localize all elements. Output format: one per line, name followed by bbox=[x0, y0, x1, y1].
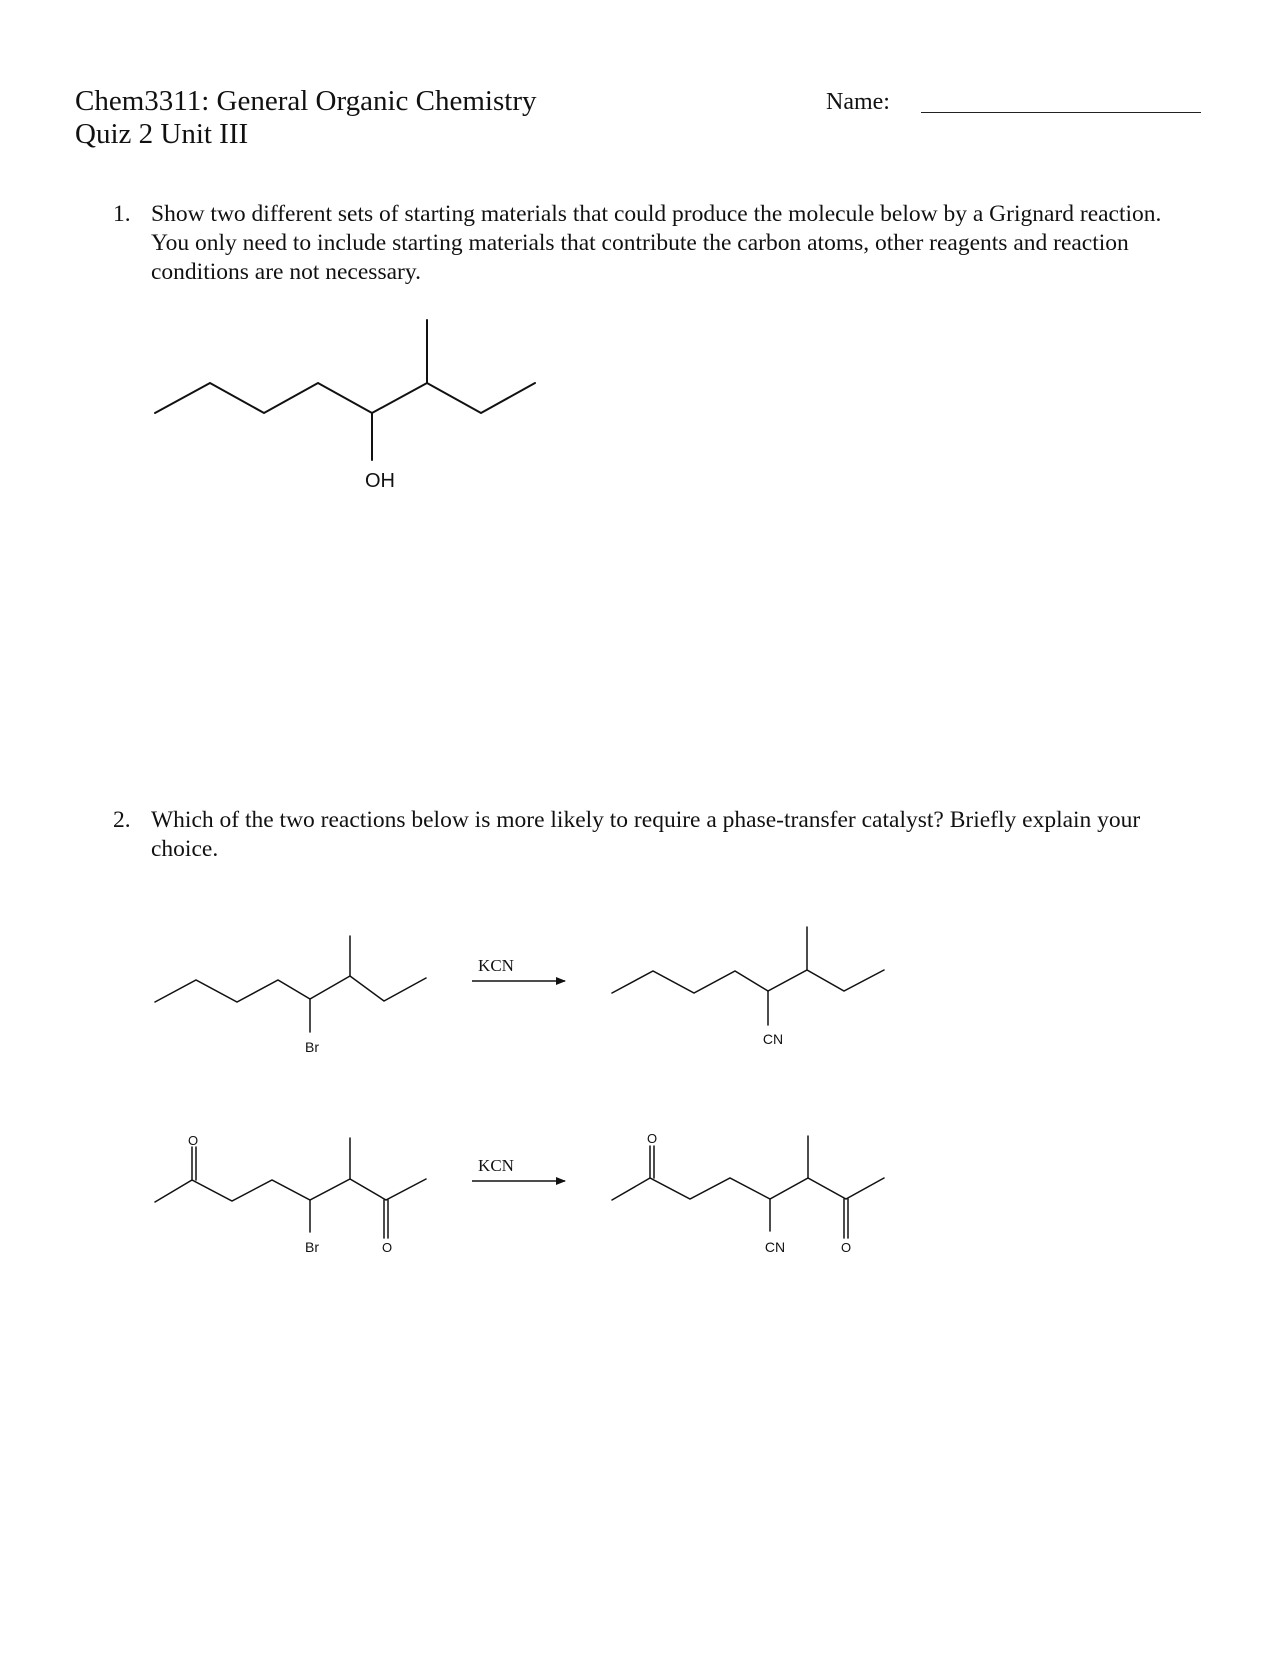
question-text: Show two different sets of starting materials that could produce the molecule below by a Grignard reaction. You only need to include starting materials that contribute the carbon atoms, other reagents and reaction conditions are not necessary. bbox=[151, 201, 1162, 285]
reaction-b-reagent: KCN bbox=[478, 1156, 514, 1175]
cyano-label: CN bbox=[762, 1031, 784, 1047]
question-text: Which of the two reactions below is more likely to require a phase-transfer catalyst? Briefly explain your choice. bbox=[151, 807, 1141, 862]
reaction-b-arrow bbox=[472, 1156, 565, 1181]
reaction-a-arrow bbox=[472, 956, 565, 981]
reaction-b-product bbox=[612, 1131, 884, 1255]
reaction-a-product bbox=[612, 927, 884, 1047]
bromo-label: Br bbox=[305, 1239, 319, 1255]
molecule-q1 bbox=[155, 320, 535, 492]
question-number: 1. bbox=[113, 201, 131, 227]
quiz-title: Quiz 2 Unit III bbox=[75, 118, 249, 150]
course-title: Chem3311: General Organic Chemistry bbox=[75, 85, 537, 117]
carbonyl-oxygen-label: O bbox=[840, 1240, 852, 1255]
cyano-label: CN bbox=[764, 1239, 786, 1255]
reaction-b-reactant bbox=[155, 1133, 426, 1255]
reaction-a-reagent: KCN bbox=[478, 956, 514, 975]
carbon-skeleton bbox=[155, 383, 535, 413]
carbonyl-oxygen-label: O bbox=[187, 1133, 199, 1148]
carbonyl-oxygen-label: O bbox=[646, 1131, 658, 1146]
bromo-label: Br bbox=[305, 1039, 319, 1055]
carbonyl-oxygen-label: O bbox=[381, 1240, 393, 1255]
name-label: Name: bbox=[826, 89, 890, 115]
reaction-a-reactant bbox=[155, 936, 426, 1055]
hydroxyl-label: OH bbox=[365, 470, 395, 492]
question-number: 2. bbox=[113, 807, 131, 833]
